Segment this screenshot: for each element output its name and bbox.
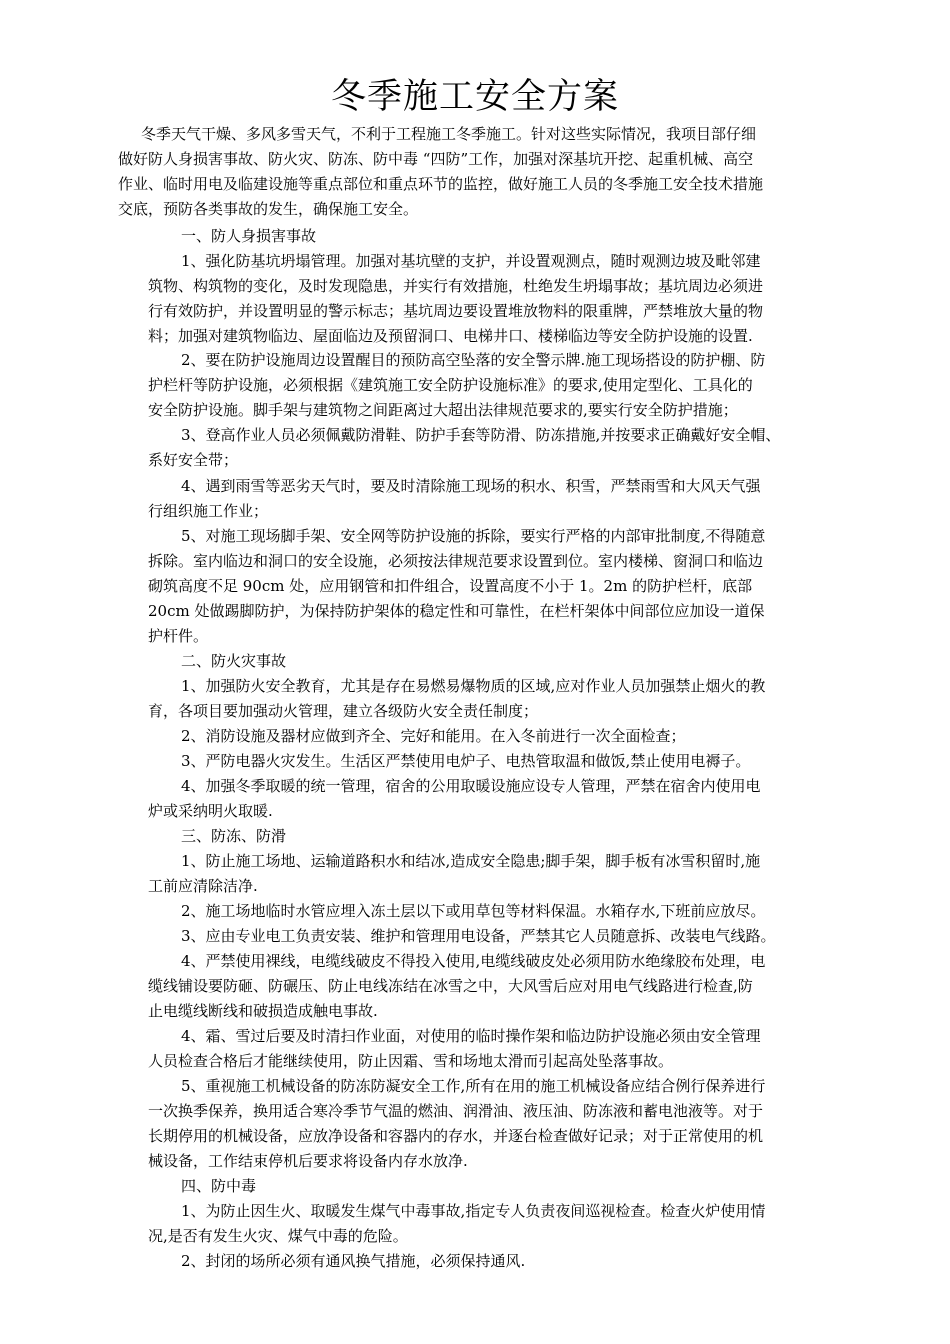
paragraph-line: 护杆件。 [148,627,209,645]
paragraph-line: 4、严禁使用裸线，电缆线破皮不得投入使用,电缆线破皮处必须用防水绝缘胶布处理，电 [181,952,766,970]
paragraph-line: 4、加强冬季取暖的统一管理，宿舍的公用取暖设施应设专人管理，严禁在宿舍内使用电 [181,777,761,795]
paragraph-line: 2、消防设施及器材应做到齐全、完好和能用。在入冬前进行一次全面检查； [181,727,686,745]
paragraph-line: 1、为防止因生火、取暖发生煤气中毒事故,指定专人负责夜间巡视检查。检查火炉使用情 [181,1202,766,1220]
paragraph-line: 械设备，工作结束停机后要求将设备内存水放净. [148,1152,468,1170]
section-heading: 一、防人身损害事故 [181,227,317,245]
paragraph-line: 砌筑高度不足 90cm 处，应用钢管和扣件组合，设置高度不小于 1。2m 的防护栏杆，底部 [148,577,753,595]
paragraph-line: 1、加强防火安全教育，尤其是存在易燃易爆物质的区域,应对作业人员加强禁止烟火的教 [181,677,766,695]
intro-line: 做好防人身损害事故、防火灾、防冻、防中毒 “四防”工作，加强对深基坑开挖、起重机械、高空 [118,150,754,168]
paragraph-line: 1、强化防基坑坍塌管理。加强对基坑壁的支护，并设置观测点，随时观测边坡及毗邻建 [181,252,761,270]
paragraph-line: 料；加强对建筑物临边、屋面临边及预留洞口、电梯井口、楼梯临边等安全防护设施的设置. [148,327,753,345]
paragraph-line: 1、防止施工场地、运输道路积水和结冰,造成安全隐患;脚手架，脚手板有冰雪积留时,施 [181,852,761,870]
paragraph-line: 长期停用的机械设备，应放净设备和容器内的存水，并逐台检查做好记录；对于正常使用的机 [148,1127,764,1145]
paragraph-line: 一次换季保养，换用适合寒冷季节气温的燃油、润滑油、液压油、防冻液和蓄电池液等。对于 [148,1102,764,1120]
intro-line: 作业、临时用电及临建设施等重点部位和重点环节的监控，做好施工人员的冬季施工安全技术措施 [118,175,764,193]
paragraph-line: 人员检查合格后才能继续使用，防止因霜、雪和场地太滑而引起高处坠落事故。 [148,1052,674,1070]
paragraph-line: 安全防护设施。脚手架与建筑物之间距离过大超出法律规范要求的,要实行安全防护措施； [148,401,738,419]
paragraph-line: 4、遇到雨雪等恶劣天气时，要及时清除施工现场的积水、积雪，严禁雨雪和大风天气强 [181,477,761,495]
section-heading: 四、防中毒 [181,1177,257,1195]
paragraph-line: 2、要在防护设施周边设置醒目的预防高空坠落的安全警示牌.施工现场搭设的防护棚、防 [181,351,766,369]
paragraph-line: 止电缆线断线和破损造成触电事故. [148,1002,378,1020]
paragraph-line: 2、施工场地临时水管应埋入冻土层以下或用草包等材料保温。水箱存水,下班前应放尽。 [181,902,766,920]
section-heading: 二、防火灾事故 [181,652,287,670]
paragraph-line: 3、应由专业电工负责安装、维护和管理用电设备，严禁其它人员随意拆、改装电气线路。 [181,927,776,945]
paragraph-line: 4、霜、雪过后要及时清扫作业面，对使用的临时操作架和临边防护设施必须由安全管理 [181,1027,761,1045]
paragraph-line: 行组织施工作业； [148,502,269,520]
paragraph-line: 育，各项目要加强动火管理，建立各级防火安全责任制度； [148,702,539,720]
paragraph-line: 缆线铺设要防砸、防碾压、防止电线冻结在冰雪之中，大风雪后应对用电气线路进行检查,防 [148,977,753,995]
paragraph-line: 行有效防护，并设置明显的警示标志；基坑周边要设置堆放物料的限重牌，严禁堆放大量的物 [148,302,764,320]
paragraph-line: 护栏杆等防护设施，必须根据《建筑施工安全防护设施标准》的要求,使用定型化、工具化的 [148,376,753,394]
paragraph-line: 3、严防电器火灾发生。生活区严禁使用电炉子、电热管取温和做饭,禁止使用电褥子。 [181,752,751,770]
paragraph-line: 筑物、构筑物的变化，及时发现隐患，并实行有效措施，杜绝发生坍塌事故；基坑周边必须进 [148,277,764,295]
intro-line: 冬季天气干燥、多风多雪天气，不利于工程施工冬季施工。针对这些实际情况，我项目部仔细 [141,125,757,143]
paragraph-line: 5、重视施工机械设备的防冻防凝安全工作,所有在用的施工机械设备应结合例行保养进行 [181,1077,766,1095]
paragraph-line: 5、对施工现场脚手架、安全网等防护设施的拆除，要实行严格的内部审批制度,不得随意 [181,527,766,545]
paragraph-line: 工前应清除洁净. [148,877,258,895]
paragraph-line: 炉或采纳明火取暖. [148,802,273,820]
document-title: 冬季施工安全方案 [330,77,619,117]
paragraph-line: 3、登高作业人员必须佩戴防滑鞋、防护手套等防滑、防冻措施,并按要求正确戴好安全帽、 [181,426,781,444]
section-heading: 三、防冻、防滑 [181,827,287,845]
paragraph-line: 20cm 处做踢脚防护，为保持防护架体的稳定性和可靠性，在栏杆架体中间部位应加设一道保 [148,602,765,620]
paragraph-line: 系好安全带； [148,451,239,469]
paragraph-line: 况,是否有发生火灾、煤气中毒的危险。 [148,1227,408,1245]
paragraph-line: 拆除。室内临边和洞口的安全设施，必须按法律规范要求设置到位。室内楼梯、窗洞口和临边 [148,552,764,570]
paragraph-line: 2、封闭的场所必须有通风换气措施，必须保持通风. [181,1252,526,1270]
intro-line: 交底，预防各类事故的发生，确保施工安全。 [118,200,419,218]
